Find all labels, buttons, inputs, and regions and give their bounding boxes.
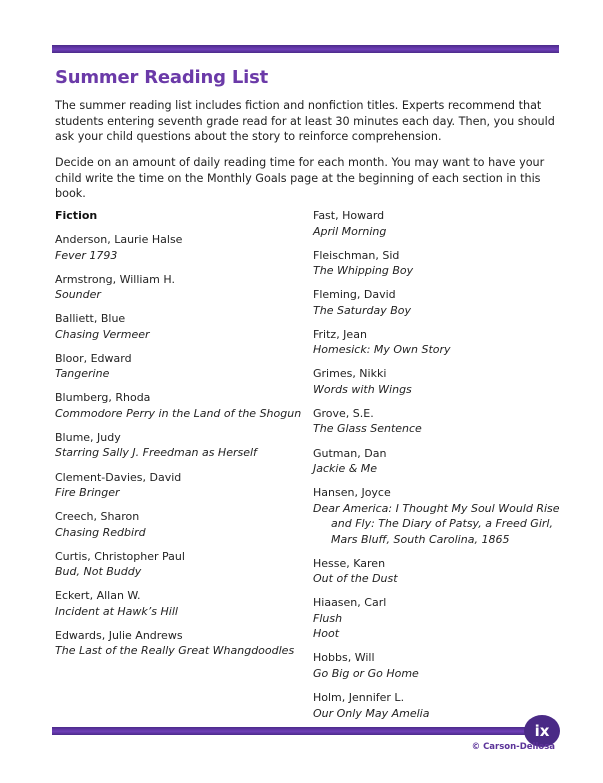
book-author: Holm, Jennifer L. (313, 691, 405, 705)
book-entry (313, 287, 563, 318)
book-author: Hiaasen, Carl (313, 596, 387, 610)
book-entry (313, 406, 563, 437)
book-entry (313, 327, 563, 358)
book-title: Dear America: I Thought My Soul Would Rise and Fly: The Diary of Patsy, a Freed Girl, Mars Bluff, South Carolina, 1865 (313, 501, 560, 546)
book-title: The Glass Sentence (313, 422, 422, 436)
book-title: Chasing Vermeer (55, 327, 150, 341)
book-title: Hoot (313, 627, 340, 641)
book-title: Fire Bringer (55, 486, 120, 500)
right-reading-column (313, 208, 563, 730)
book-author: Edwards, Julie Andrews (55, 628, 183, 642)
book-entry (313, 485, 563, 547)
book-author: Fleischman, Sid (313, 248, 400, 262)
book-entry (55, 311, 305, 342)
book-entry (313, 556, 563, 587)
book-title: Sounder (55, 288, 101, 302)
book-title: Chasing Redbird (55, 525, 146, 539)
book-entry (55, 232, 305, 263)
book-title: Fever 1793 (55, 248, 118, 262)
book-entry (55, 470, 305, 501)
book-title: Starring Sally J. Freedman as Herself (55, 446, 257, 460)
page-number-badge: ix (524, 715, 560, 747)
section-heading-fiction: Fiction (55, 209, 98, 222)
book-title: Bud, Not Buddy (55, 565, 142, 579)
book-entry (55, 272, 305, 303)
book-entry (55, 351, 305, 382)
book-author: Balliett, Blue (55, 312, 126, 326)
book-entry (313, 366, 563, 397)
book-entry (313, 248, 563, 279)
bottom-decorative-bar (52, 727, 532, 735)
book-entry (55, 390, 305, 421)
book-author: Hesse, Karen (313, 556, 386, 570)
guidance-paragraph: Decide on an amount of daily reading time for each month. You may want to have your child write the time on the Monthly Goals page at the beginning of each section in this book. (55, 156, 545, 201)
book-author: Curtis, Christopher Paul (55, 549, 185, 563)
intro-paragraph: The summer reading list includes fiction and nonfiction titles. Experts recommend that students entering seventh grade read for at least 30 minutes each day. Then, you should ask your child questions about the story to reinforce comprehension. (55, 99, 555, 144)
copyright-footer: © Carson-Dellosa (471, 742, 555, 752)
book-author: Armstrong, William H. (55, 272, 175, 286)
book-title: Words with Wings (313, 382, 412, 396)
book-title: Homesick: My Own Story (313, 343, 451, 357)
book-title: Tangerine (55, 367, 110, 381)
book-entry (313, 446, 563, 477)
book-entry (55, 549, 305, 580)
left-reading-column (55, 208, 305, 668)
book-title: April Morning (313, 224, 387, 238)
book-author: Grove, S.E. (313, 406, 374, 420)
book-author: Grimes, Nikki (313, 367, 387, 381)
book-author: Fast, Howard (313, 209, 385, 222)
book-author: Hobbs, Will (313, 651, 375, 665)
book-author: Gutman, Dan (313, 446, 387, 460)
book-title: The Whipping Boy (313, 264, 414, 278)
top-decorative-bar (52, 45, 559, 53)
book-author: Blume, Judy (55, 430, 121, 444)
book-title: Commodore Perry in the Land of the Shogun (55, 406, 302, 420)
page-title: Summer Reading List (55, 67, 269, 88)
book-entry (55, 509, 305, 540)
book-entry (313, 690, 563, 721)
book-title: Our Only May Amelia (313, 706, 430, 720)
book-entry (55, 628, 305, 659)
book-entry (313, 650, 563, 681)
book-title: Go Big or Go Home (313, 666, 419, 680)
book-title: The Last of the Really Great Whangdoodles (55, 644, 295, 658)
book-author: Eckert, Allan W. (55, 589, 141, 603)
book-entry (55, 588, 305, 619)
book-author: Fritz, Jean (313, 327, 367, 341)
book-entry (55, 430, 305, 461)
book-title: Jackie & Me (313, 462, 378, 476)
book-entry (313, 208, 563, 239)
book-author: Blumberg, Rhoda (55, 391, 151, 405)
book-title: Out of the Dust (313, 572, 398, 586)
book-author: Anderson, Laurie Halse (55, 233, 183, 246)
book-author: Bloor, Edward (55, 351, 132, 365)
book-title: The Saturday Boy (313, 303, 412, 317)
book-author: Fleming, David (313, 288, 396, 302)
book-entry (313, 595, 563, 642)
book-author: Clement-Davies, David (55, 470, 182, 484)
book-author: Creech, Sharon (55, 510, 140, 524)
book-author: Hansen, Joyce (313, 486, 391, 500)
book-title: Flush (313, 611, 343, 625)
book-title: Incident at Hawk’s Hill (55, 604, 178, 618)
